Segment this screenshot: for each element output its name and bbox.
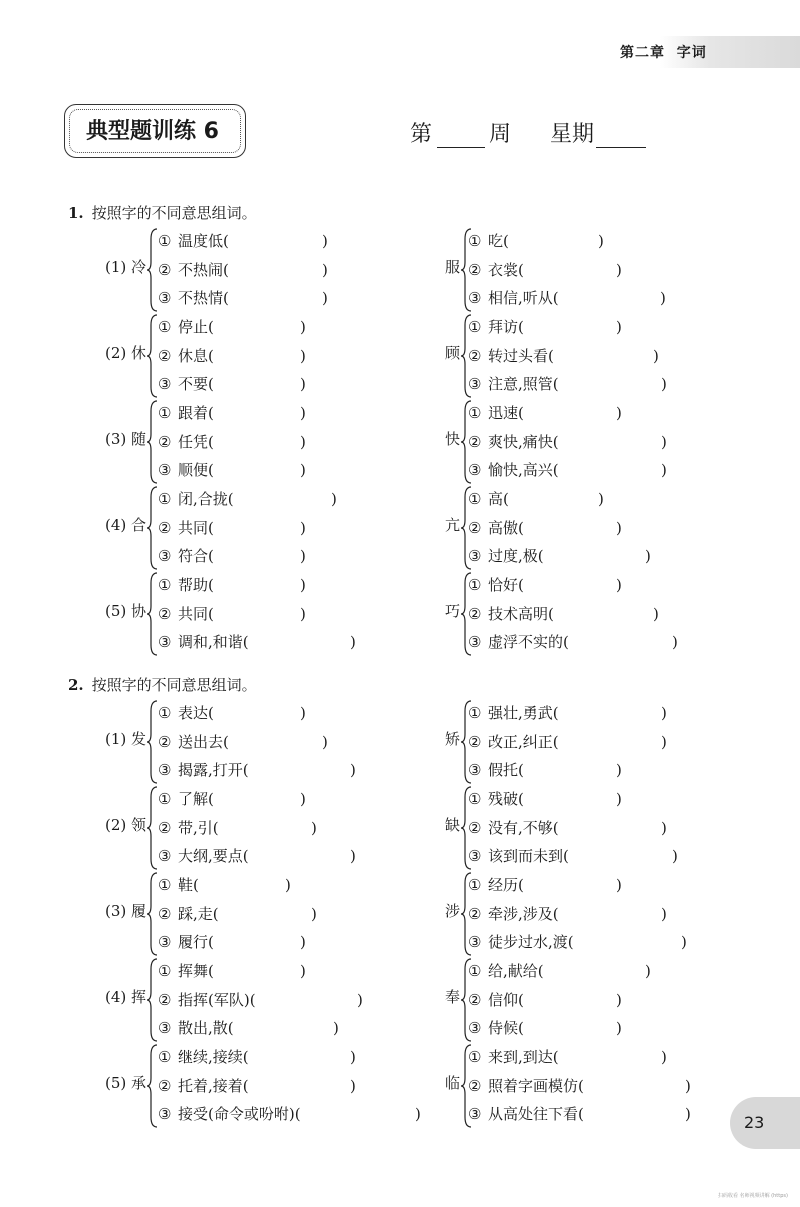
group-head-char: (2) 领 [104, 815, 146, 834]
meaning-line [158, 703, 214, 723]
item-number: ① [468, 876, 482, 894]
item-number: ③ [468, 847, 482, 866]
answer-blank-close[interactable]: ) [616, 876, 622, 894]
answer-blank-close[interactable]: ) [616, 761, 622, 780]
meaning-line [158, 432, 214, 452]
meaning-line [158, 1047, 249, 1067]
answer-blank-close[interactable]: ) [661, 818, 667, 837]
item-number: ① [468, 576, 482, 594]
answer-blank-close[interactable]: ) [300, 604, 306, 623]
brace-icon [146, 699, 158, 785]
item-number: ① [468, 962, 482, 980]
meaning-text: 转过头看( [488, 346, 554, 365]
meaning-text: 揭露,打开( [178, 761, 249, 780]
answer-blank-close[interactable]: ) [300, 576, 306, 594]
answer-blank-close[interactable]: ) [616, 260, 622, 279]
meaning-line [158, 346, 214, 366]
meaning-line [158, 818, 219, 838]
answer-blank-close[interactable]: ) [357, 990, 363, 1009]
meaning-line [158, 846, 249, 866]
meaning-text: 从高处往下看( [488, 1105, 584, 1124]
meaning-text: 帮助( [178, 576, 214, 594]
group-head-char: (4) 挥 [104, 987, 146, 1006]
item-number: ① [468, 404, 482, 422]
meaning-text: 强壮,勇武( [488, 704, 559, 722]
meaning-text: 假托( [488, 761, 524, 780]
brace-icon [146, 313, 158, 399]
answer-blank-close[interactable]: ) [660, 289, 666, 308]
item-number: ① [158, 962, 172, 980]
answer-blank-close[interactable]: ) [672, 847, 678, 866]
brace-icon [146, 227, 158, 313]
item-number: ③ [468, 1019, 482, 1038]
item-number: ③ [158, 461, 172, 480]
meaning-line [158, 518, 214, 538]
brace-icon [146, 399, 158, 485]
brace-icon [146, 871, 158, 957]
answer-blank-close[interactable]: ) [661, 732, 667, 751]
meaning-text: 不热闹( [178, 260, 229, 279]
answer-blank-close[interactable]: ) [300, 790, 306, 808]
meaning-line [158, 760, 249, 780]
item-number: ① [158, 704, 172, 722]
meaning-text: 衣裳( [488, 260, 524, 279]
answer-blank-close[interactable]: ) [350, 633, 356, 652]
meaning-text: 信仰( [488, 990, 524, 1009]
meaning-line [158, 932, 214, 952]
answer-blank-close[interactable]: ) [311, 904, 317, 923]
question-prompt: 按照字的不同意思组词。 [91, 204, 257, 222]
group-head-char: 服 [444, 257, 460, 276]
item-number: ③ [158, 1019, 172, 1038]
group-head-char: (1) 冷 [104, 257, 146, 276]
group-head-char: 涉 [444, 901, 460, 920]
meaning-text: 送出去( [178, 732, 229, 751]
item-number: ② [158, 432, 172, 451]
meaning-text: 愉快,高兴( [488, 461, 559, 480]
meaning-text: 虚浮不实的( [488, 633, 569, 652]
meaning-line [468, 546, 544, 566]
meaning-line [158, 546, 214, 566]
item-number: ① [468, 790, 482, 808]
meaning-line [468, 961, 544, 981]
page-number-badge [730, 1097, 800, 1149]
meaning-text: 继续,接续( [178, 1048, 249, 1066]
meaning-line [468, 1104, 584, 1124]
meaning-text: 改正,纠正( [488, 732, 559, 751]
answer-blank-close[interactable]: ) [616, 318, 622, 336]
meaning-line [468, 231, 509, 251]
meaning-line [158, 875, 199, 895]
question-number: 1. [68, 204, 84, 222]
item-number: ② [468, 904, 482, 923]
meaning-line [468, 789, 524, 809]
meaning-text: 带,引( [178, 818, 219, 837]
meaning-text: 顺便( [178, 461, 214, 480]
group-head-char: 亢 [444, 515, 460, 534]
meaning-line [158, 231, 229, 251]
meaning-text: 经历( [488, 876, 524, 894]
meaning-line [468, 575, 524, 595]
meaning-line [158, 990, 256, 1010]
item-number: ② [468, 260, 482, 279]
item-number: ③ [468, 1105, 482, 1124]
answer-blank-close[interactable]: ) [300, 547, 306, 566]
meaning-text: 指挥(军队)( [178, 990, 256, 1009]
item-number: ① [468, 490, 482, 508]
meaning-line [158, 1018, 234, 1038]
meaning-text: 停止( [178, 318, 214, 336]
meaning-line [468, 460, 559, 480]
meaning-line [468, 432, 559, 452]
answer-blank-close[interactable]: ) [616, 1019, 622, 1038]
meaning-text: 接受(命令或吩咐)( [178, 1105, 301, 1124]
meaning-text: 没有,不够( [488, 818, 559, 837]
group-head-char: 临 [444, 1073, 460, 1092]
group-head-char: 快 [444, 429, 460, 448]
answer-blank-close[interactable]: ) [616, 990, 622, 1009]
meaning-text: 休息( [178, 346, 214, 365]
meaning-text: 高傲( [488, 518, 524, 537]
meaning-line [468, 489, 509, 509]
meaning-line [468, 317, 524, 337]
meaning-text: 挥舞( [178, 962, 214, 980]
meaning-text: 履行( [178, 933, 214, 952]
meaning-text: 来到,到达( [488, 1048, 559, 1066]
brace-icon [146, 957, 158, 1043]
meaning-text: 闭,合拢( [178, 490, 234, 508]
meaning-line [158, 904, 219, 924]
item-number: ② [468, 604, 482, 623]
group-head-char: (3) 随 [104, 429, 146, 448]
answer-blank-close[interactable]: ) [645, 962, 651, 980]
item-number: ② [468, 432, 482, 451]
group-head-char: (3) 履 [104, 901, 146, 920]
meaning-text: 残破( [488, 790, 524, 808]
item-number: ② [158, 990, 172, 1009]
item-number: ② [158, 818, 172, 837]
answer-blank-close[interactable]: ) [645, 547, 651, 566]
answer-blank-close[interactable]: ) [681, 933, 687, 952]
answer-blank-close[interactable]: ) [350, 847, 356, 866]
answer-blank-close[interactable]: ) [300, 318, 306, 336]
brace-icon [146, 485, 158, 571]
meaning-line [468, 1047, 559, 1067]
meaning-text: 牵涉,涉及( [488, 904, 559, 923]
item-number: ② [468, 818, 482, 837]
meaning-text: 鞋( [178, 876, 199, 894]
item-number: ② [468, 990, 482, 1009]
answer-blank-close[interactable]: ) [661, 432, 667, 451]
meaning-text: 吃( [488, 232, 509, 250]
answer-blank-close[interactable]: ) [350, 1048, 356, 1066]
answer-blank-close[interactable]: ) [685, 1076, 691, 1095]
meaning-text: 散出,散( [178, 1019, 234, 1038]
item-number: ③ [468, 933, 482, 952]
meaning-line [158, 732, 229, 752]
meaning-line [158, 789, 214, 809]
meaning-text: 徒步过水,渡( [488, 933, 574, 952]
meaning-line [468, 760, 524, 780]
answer-blank-close[interactable]: ) [598, 232, 604, 250]
meaning-text: 踩,走( [178, 904, 219, 923]
meaning-line [158, 489, 234, 509]
answer-blank-close[interactable]: ) [300, 346, 306, 365]
answer-blank-close[interactable]: ) [300, 375, 306, 394]
question-prompt: 按照字的不同意思组词。 [91, 676, 257, 694]
meaning-text: 该到而未到( [488, 847, 569, 866]
item-number: ② [468, 732, 482, 751]
chapter-header: 第二章 字词 [620, 45, 707, 61]
meaning-line [468, 604, 554, 624]
item-number: ③ [158, 375, 172, 394]
item-number: ② [158, 732, 172, 751]
question-number: 2. [68, 676, 84, 694]
meaning-line [468, 260, 524, 280]
answer-blank-close[interactable]: ) [685, 1105, 691, 1124]
week-label-di: 第 [410, 122, 433, 147]
meaning-line [158, 575, 214, 595]
meaning-line [158, 403, 214, 423]
meaning-text: 高( [488, 490, 509, 508]
answer-blank-close[interactable]: ) [661, 1048, 667, 1066]
answer-blank-close[interactable]: ) [311, 818, 317, 837]
answer-blank-close[interactable]: ) [616, 518, 622, 537]
meaning-line [468, 904, 559, 924]
item-number: ① [468, 1048, 482, 1066]
answer-blank-close[interactable]: ) [350, 761, 356, 780]
meaning-line [158, 604, 214, 624]
footer-note: 扫码收看 名师视频讲解 (https) [718, 1193, 788, 1199]
answer-blank-close[interactable]: ) [598, 490, 604, 508]
meaning-line [158, 460, 214, 480]
meaning-text: 照着字画模仿( [488, 1076, 584, 1095]
meaning-text: 共同( [178, 604, 214, 623]
item-number: ③ [468, 633, 482, 652]
answer-blank-close[interactable]: ) [350, 1076, 356, 1095]
item-number: ③ [158, 761, 172, 780]
meaning-text: 了解( [178, 790, 214, 808]
meaning-line [158, 288, 229, 308]
item-number: ③ [158, 633, 172, 652]
meaning-line [468, 732, 559, 752]
group-head-char: 顾 [444, 343, 460, 362]
item-number: ③ [158, 547, 172, 566]
meaning-line [158, 374, 214, 394]
meaning-line [468, 875, 524, 895]
group-head-char: 矫 [444, 729, 460, 748]
answer-blank-close[interactable]: ) [331, 490, 337, 508]
meaning-text: 恰好( [488, 576, 524, 594]
item-number: ③ [468, 761, 482, 780]
item-number: ① [158, 404, 172, 422]
group-head-char: (5) 协 [104, 601, 146, 620]
meaning-line [158, 1076, 249, 1096]
item-number: ③ [468, 547, 482, 566]
meaning-text: 表达( [178, 704, 214, 722]
brace-icon [146, 1043, 158, 1129]
meaning-line [468, 632, 569, 652]
meaning-line [158, 632, 249, 652]
item-number: ① [468, 704, 482, 722]
item-number: ① [158, 318, 172, 336]
meaning-text: 共同( [178, 518, 214, 537]
answer-blank-close[interactable]: ) [300, 933, 306, 952]
item-number: ① [158, 876, 172, 894]
meaning-text: 温度低( [178, 232, 229, 250]
meaning-line [158, 1104, 301, 1124]
answer-blank-close[interactable]: ) [616, 790, 622, 808]
item-number: ② [158, 604, 172, 623]
meaning-line [468, 403, 524, 423]
item-number: ② [158, 518, 172, 537]
meaning-text: 拜访( [488, 318, 524, 336]
answer-blank-close[interactable]: ) [616, 576, 622, 594]
question-2-heading [68, 674, 257, 695]
meaning-line [468, 1018, 524, 1038]
item-number: ③ [468, 375, 482, 394]
item-number: ③ [158, 289, 172, 308]
item-number: ② [468, 518, 482, 537]
answer-blank-close[interactable]: ) [415, 1105, 421, 1124]
meaning-line [468, 846, 569, 866]
answer-blank-close[interactable]: ) [661, 904, 667, 923]
meaning-text: 注意,照管( [488, 375, 559, 394]
meaning-line [468, 703, 559, 723]
meaning-text: 相信,听从( [488, 289, 559, 308]
brace-icon [146, 785, 158, 871]
meaning-line [468, 990, 524, 1010]
item-number: ② [468, 1076, 482, 1095]
weekday-label: 星期 [550, 122, 595, 147]
meaning-text: 不热情( [178, 289, 229, 308]
meaning-text: 托着,接着( [178, 1076, 249, 1095]
item-number: ① [158, 490, 172, 508]
answer-blank-close[interactable]: ) [300, 432, 306, 451]
weekday-blank[interactable] [596, 117, 646, 148]
item-number: ① [158, 232, 172, 250]
meaning-line [468, 818, 559, 838]
meaning-text: 侍候( [488, 1019, 524, 1038]
meaning-line [158, 317, 214, 337]
item-number: ③ [468, 289, 482, 308]
group-head-char: (5) 承 [104, 1073, 146, 1092]
meaning-line [158, 961, 214, 981]
page-title: 典型题训练 6 [86, 119, 219, 144]
answer-blank-close[interactable]: ) [661, 704, 667, 722]
answer-blank-close[interactable]: ) [300, 461, 306, 480]
answer-blank-close[interactable]: ) [322, 732, 328, 751]
meaning-text: 迅速( [488, 404, 524, 422]
group-head-char: (4) 合 [104, 515, 146, 534]
meaning-text: 符合( [178, 547, 214, 566]
meaning-text: 不要( [178, 375, 214, 394]
meaning-text: 调和,和谐( [178, 633, 249, 652]
answer-blank-close[interactable]: ) [300, 404, 306, 422]
item-number: ③ [158, 933, 172, 952]
item-number: ① [158, 790, 172, 808]
group-head-char: (2) 休 [104, 343, 146, 362]
meaning-line [468, 346, 554, 366]
group-head-char: 奉 [444, 987, 460, 1006]
answer-blank-close[interactable]: ) [322, 260, 328, 279]
item-number: ③ [158, 1105, 172, 1124]
item-number: ② [158, 1076, 172, 1095]
item-number: ③ [468, 461, 482, 480]
item-number: ③ [158, 847, 172, 866]
meaning-line [158, 260, 229, 280]
meaning-text: 大纲,要点( [178, 847, 249, 866]
group-head-char: 巧 [444, 601, 460, 620]
item-number: ① [468, 232, 482, 250]
answer-blank-close[interactable]: ) [672, 633, 678, 652]
item-number: ② [158, 904, 172, 923]
item-number: ① [468, 318, 482, 336]
meaning-line [468, 288, 559, 308]
group-head-char: (1) 发 [104, 729, 146, 748]
meaning-text: 跟着( [178, 404, 214, 422]
answer-blank-close[interactable]: ) [333, 1019, 339, 1038]
brace-icon [146, 571, 158, 657]
meaning-text: 任凭( [178, 432, 214, 451]
meaning-text: 技术高明( [488, 604, 554, 623]
question-1-heading [68, 202, 257, 223]
week-number-blank[interactable] [437, 117, 485, 148]
answer-blank-close[interactable]: ) [653, 604, 659, 623]
meaning-line [468, 518, 524, 538]
item-number: ② [468, 346, 482, 365]
week-label-zhou: 周 [489, 122, 512, 147]
page-number: 23 [744, 1113, 765, 1132]
answer-blank-close[interactable]: ) [661, 461, 667, 480]
meaning-text: 给,献给( [488, 962, 544, 980]
answer-blank-close[interactable]: ) [616, 404, 622, 422]
answer-blank-close[interactable]: ) [300, 704, 306, 722]
item-number: ② [158, 260, 172, 279]
item-number: ① [158, 1048, 172, 1066]
answer-blank-close[interactable]: ) [653, 346, 659, 365]
answer-blank-close[interactable]: ) [300, 962, 306, 980]
answer-blank-close[interactable]: ) [661, 375, 667, 394]
answer-blank-close[interactable]: ) [322, 289, 328, 308]
meaning-line [468, 374, 559, 394]
item-number: ① [158, 576, 172, 594]
item-number: ② [158, 346, 172, 365]
meaning-text: 爽快,痛快( [488, 432, 559, 451]
answer-blank-close[interactable]: ) [285, 876, 291, 894]
meaning-text: 过度,极( [488, 547, 544, 566]
group-head-char: 缺 [444, 815, 460, 834]
meaning-line [468, 932, 574, 952]
answer-blank-close[interactable]: ) [322, 232, 328, 250]
meaning-line [468, 1076, 584, 1096]
answer-blank-close[interactable]: ) [300, 518, 306, 537]
